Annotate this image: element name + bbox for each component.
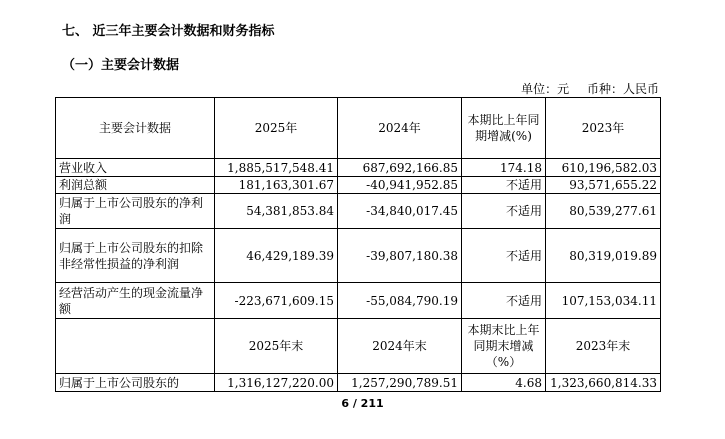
- accounting-data-table: [55, 97, 661, 392]
- cell-value: 4.68: [462, 374, 546, 392]
- column-header: 2023年末: [546, 319, 661, 374]
- column-header: 2025年末: [215, 319, 338, 374]
- row-label: 归属于上市公司股东的净利润: [56, 194, 215, 229]
- table-row: [56, 374, 661, 392]
- row-label: 归属于上市公司股东的: [56, 374, 215, 392]
- cell-value: 107,153,034.11: [546, 283, 661, 319]
- column-header: 2025年: [215, 98, 338, 159]
- section-title: 七、 近三年主要会计数据和财务指标: [62, 24, 275, 39]
- cell-value: 181,163,301.67: [215, 177, 338, 194]
- column-header: 本期比上年同期增减(%): [462, 98, 546, 159]
- column-header: 主要会计数据: [56, 98, 215, 159]
- row-label: 营业收入: [56, 159, 215, 177]
- cell-value: 80,539,277.61: [546, 194, 661, 229]
- page-number: 6 / 211: [341, 397, 384, 410]
- cell-value: 93,571,655.22: [546, 177, 661, 194]
- table-row: [56, 229, 661, 283]
- table-row: [56, 177, 661, 194]
- cell-value: 610,196,582.03: [546, 159, 661, 177]
- cell-value: 不适用: [462, 194, 546, 229]
- cell-value: -39,807,180.38: [338, 229, 462, 283]
- cell-value: -40,941,952.85: [338, 177, 462, 194]
- column-header: 2024年末: [338, 319, 462, 374]
- cell-value: 687,692,166.85: [338, 159, 462, 177]
- currency-label: 币种：人民币: [586, 82, 659, 96]
- header-row: [56, 319, 661, 374]
- table-row: [56, 159, 661, 177]
- unit-currency-line: [507, 80, 659, 97]
- row-label: 归属于上市公司股东的扣除非经常性损益的净利润: [56, 229, 215, 283]
- cell-value: 54,381,853.84: [215, 194, 338, 229]
- column-header: [56, 319, 215, 374]
- cell-value: 1,316,127,220.00: [215, 374, 338, 392]
- column-header: 2023年: [546, 98, 661, 159]
- cell-value: 174.18: [462, 159, 546, 177]
- cell-value: -223,671,609.15: [215, 283, 338, 319]
- table-row: [56, 283, 661, 319]
- cell-value: -55,084,790.19: [338, 283, 462, 319]
- subsection-title: （一）主要会计数据: [62, 58, 180, 73]
- cell-value: 80,319,019.89: [546, 229, 661, 283]
- column-header: 2024年: [338, 98, 462, 159]
- unit-label: 单位：元: [521, 82, 570, 96]
- cell-value: 不适用: [462, 229, 546, 283]
- cell-value: -34,840,017.45: [338, 194, 462, 229]
- cell-value: 1,323,660,814.33: [546, 374, 661, 392]
- row-label: 经营活动产生的现金流量净额: [56, 283, 215, 319]
- cell-value: 1,257,290,789.51: [338, 374, 462, 392]
- cell-value: 不适用: [462, 283, 546, 319]
- row-label: 利润总额: [56, 177, 215, 194]
- column-header: 本期末比上年同期末增减（%）: [462, 319, 546, 374]
- cell-value: 不适用: [462, 177, 546, 194]
- cell-value: 46,429,189.39: [215, 229, 338, 283]
- header-row: [56, 98, 661, 159]
- cell-value: 1,885,517,548.41: [215, 159, 338, 177]
- table-row: [56, 194, 661, 229]
